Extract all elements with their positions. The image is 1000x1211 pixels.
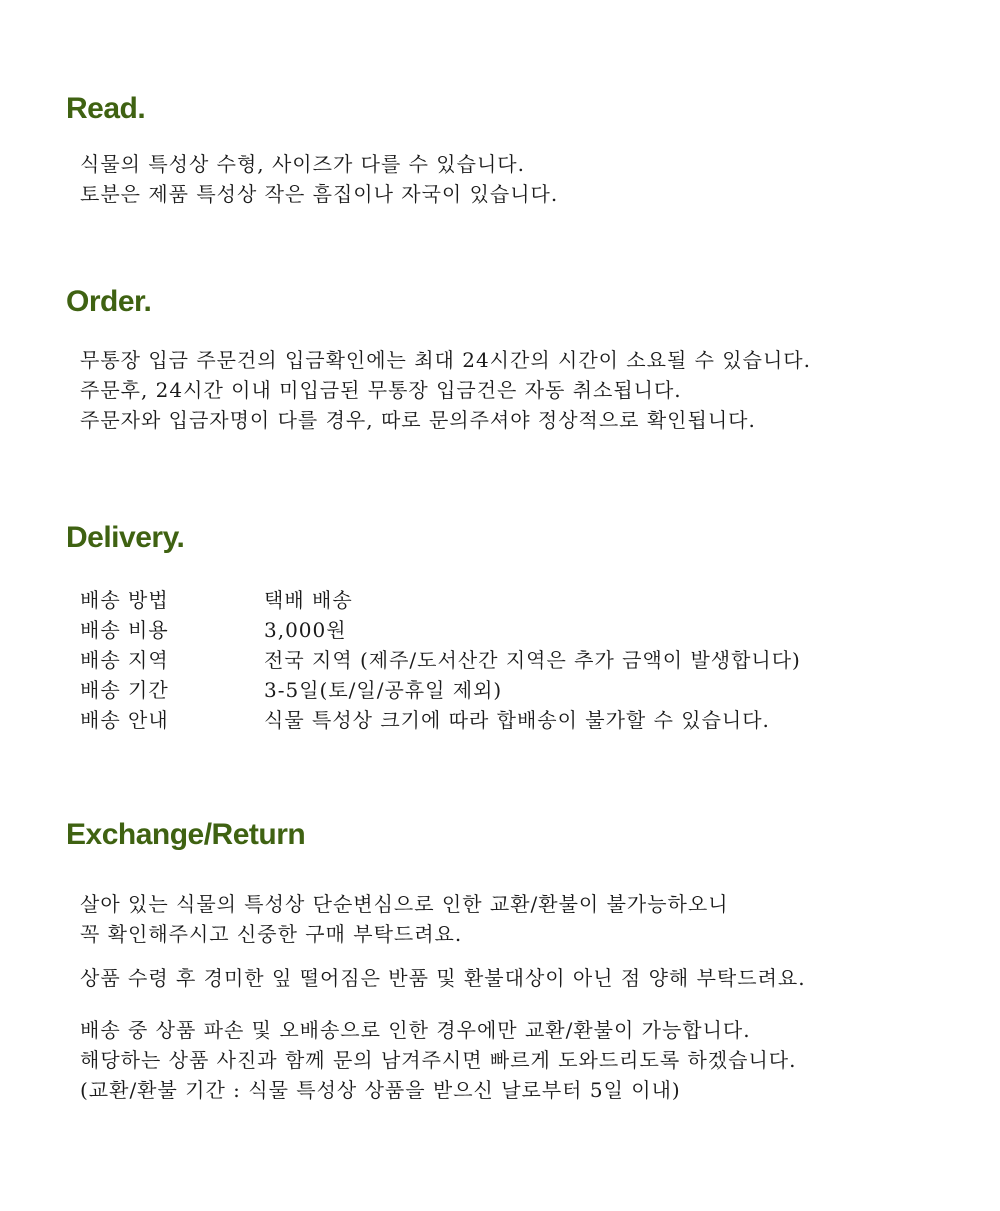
delivery-row-period — [80, 675, 801, 705]
delivery-row-method — [80, 585, 801, 615]
order-heading: Order. — [66, 285, 152, 318]
read-notes — [80, 149, 558, 209]
exchange-para1-line-2: 꼭 확인해주시고 신중한 구매 부탁드려요. — [80, 922, 463, 946]
delivery-info-table — [80, 585, 801, 735]
delivery-row-cost — [80, 615, 801, 645]
order-line-3: 주문자와 입금자명이 다를 경우, 따로 문의주셔야 정상적으로 확인됩니다. — [80, 408, 756, 432]
delivery-cost-value: 3,000원 — [264, 618, 347, 642]
exchange-para-1 — [80, 889, 729, 949]
read-line-1: 식물의 특성상 수형, 사이즈가 다를 수 있습니다. — [80, 152, 525, 176]
delivery-guide-label: 배송 안내 — [80, 708, 169, 732]
exchange-para3-line-1: 배송 중 상품 파손 및 오배송으로 인한 경우에만 교환/환불이 가능합니다. — [80, 1018, 751, 1042]
delivery-heading: Delivery. — [66, 521, 185, 554]
order-line-2: 주문후, 24시간 이내 미입금된 무통장 입금건은 자동 취소됩니다. — [80, 378, 682, 402]
delivery-row-region — [80, 645, 801, 675]
delivery-period-label: 배송 기간 — [80, 678, 169, 702]
exchange-heading: Exchange/Return — [66, 818, 306, 851]
exchange-para1-line-1: 살아 있는 식물의 특성상 단순변심으로 인한 교환/환불이 불가능하오니 — [80, 892, 729, 916]
exchange-para-2 — [80, 963, 806, 993]
order-notes — [80, 345, 811, 435]
read-line-2: 토분은 제품 특성상 작은 흠집이나 자국이 있습니다. — [80, 182, 559, 206]
read-heading: Read. — [66, 92, 146, 125]
delivery-cost-label: 배송 비용 — [80, 618, 169, 642]
delivery-region-value: 전국 지역 (제주/도서산간 지역은 추가 금액이 발생합니다) — [264, 648, 801, 672]
delivery-method-label: 배송 방법 — [80, 588, 169, 612]
delivery-guide-value: 식물 특성상 크기에 따라 합배송이 불가할 수 있습니다. — [264, 708, 770, 732]
delivery-method-value: 택배 배송 — [264, 588, 353, 612]
exchange-para-3 — [80, 1015, 796, 1105]
exchange-para3-line-2: 해당하는 상품 사진과 함께 문의 남겨주시면 빠르게 도와드리도록 하겠습니다. — [80, 1048, 797, 1072]
order-line-1: 무통장 입금 주문건의 입금확인에는 최대 24시간의 시간이 소요될 수 있습니다. — [80, 348, 811, 372]
exchange-para2-line-1: 상품 수령 후 경미한 잎 떨어짐은 반품 및 환불대상이 아닌 점 양해 부탁드려요. — [80, 966, 806, 990]
delivery-row-guide — [80, 705, 801, 735]
delivery-region-label: 배송 지역 — [80, 648, 169, 672]
exchange-para3-line-3: (교환/환불 기간 : 식물 특성상 상품을 받으신 날로부터 5일 이내) — [80, 1078, 681, 1102]
delivery-period-value: 3-5일(토/일/공휴일 제외) — [264, 678, 503, 702]
